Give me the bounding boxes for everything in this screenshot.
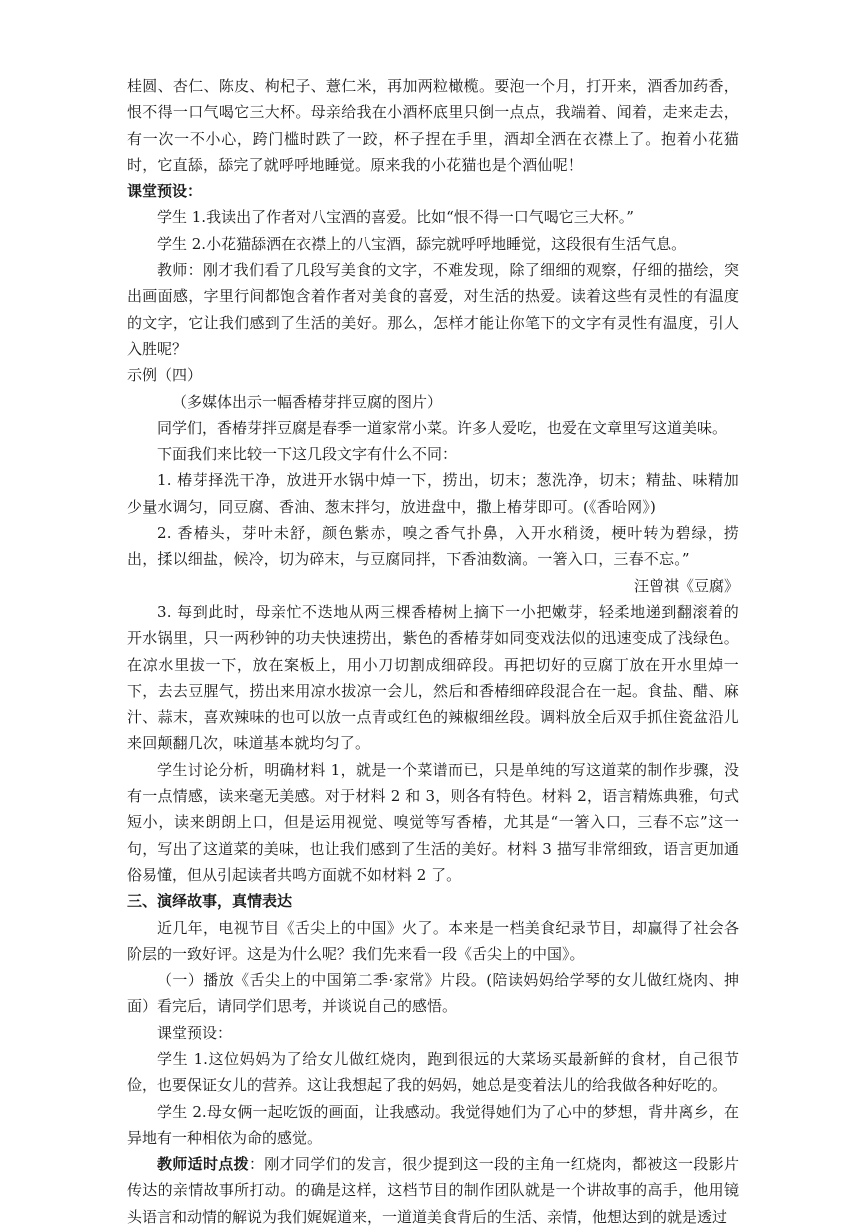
paragraph-student-2b: 学生 2.母女俩一起吃饭的画面，让我感动。我觉得她们为了心中的梦想，背井离乡，在异地有一种相依为命的感觉。 [127, 1102, 739, 1147]
citation-wang-zengqi: 汪曾祺《豆腐》 [633, 576, 739, 595]
paragraph-student-2: 学生 2.小花猫舔洒在衣襟上的八宝酒，舔完就呼呼地睡觉，这段很有生活气息。 [157, 234, 687, 253]
paragraph-intro-toona: 同学们，香椿芽拌豆腐是春季一道家常小菜。许多人爱吃，也爱在文章里写这道美味。 [157, 418, 728, 437]
paragraph-discussion: 学生讨论分析，明确材料 1，就是一个菜谱而已，只是单纯的写这道菜的制作步骤，没有一点情感，读来毫无美感。对于材料 2 和 3，则各有特色。材料 2，语言精炼典雅，句式短小，读来朗朗上口，但是运用视觉、嗅觉等写香椿，尤其是“一箸入口，三春不忘”这一句，写出了这道菜的美味，也让我们感到了生活的美好。材料 3 描写非常细致，语言更加通俗易懂，但从引起读者共鸣方面就不如材料 2 了。 [127, 760, 739, 884]
heading-class-preset-2: 课堂预设： [157, 1023, 233, 1042]
heading-class-preset: 课堂预设： [127, 182, 203, 201]
teacher-guidance-text: ：刚才同学们的发言，很少提到这一段的主角一红烧肉，都被这一段影片传达的亲情故事所打动。的确是这样，这档节目的制作团队就是一个讲故事的高手，他用镜头语言和动情的解说为我们娓娓道来，一道道美食背后的生活、亲情，他想达到的就是透过 [127, 1155, 739, 1226]
paragraph-teacher: 教师：刚才我们看了几段写美食的文字，不难发现，除了细细的观察，仔细的描绘，突出画面感，字里行间都饱含着作者对美食的喜爱，对生活的热爱。读着这些有灵性的有温度的文字，它让我们感到了生活的美好。那么，怎样才能让你笔下的文字有灵性有温度，引人入胜呢？ [127, 261, 739, 358]
paragraph-compare: 下面我们来比较一下这几段文字有什么不同： [157, 445, 458, 464]
paragraph-multimedia-note: （多媒体出示一幅香椿芽拌豆腐的图片） [172, 392, 443, 411]
teacher-guidance-lead: 教师适时点拨 [157, 1155, 249, 1174]
document-body [127, 73, 739, 1230]
paragraph-tv-show: 近几年，电视节目《舌尖上的中国》火了。本来是一档美食纪录节目，却赢得了社会各阶层的一致好评。这是为什么呢？我们先来看一段《舌尖上的中国》。 [127, 918, 739, 963]
heading-example-4: 示例（四） [127, 366, 203, 385]
paragraph-babao-wine: 桂圆、杏仁、陈皮、枸杞子、薏仁米，再加两粒橄榄。要泡一个月，打开来，酒香加药香，恨不得一口气喝它三大杯。母亲给我在小酒杯底里只倒一点点，我端着、闻着，走来走去，有一次一不小心，跨门槛时跌了一跤，杯子捏在手里，酒却全洒在衣襟上了。抱着小花猫时，它直舔，舔完了就呼呼地睡觉。原来我的小花猫也是个酒仙呢！ [127, 77, 739, 174]
heading-section-3: 三、演绎故事，真情表达 [127, 892, 293, 911]
paragraph-teacher-guidance [127, 1151, 739, 1230]
paragraph-student-1: 学生 1.我读出了作者对八宝酒的喜爱。比如“恨不得一口气喝它三大杯。” [157, 208, 634, 227]
paragraph-material-3: 3. 每到此时，母亲忙不迭地从两三棵香椿树上摘下一小把嫩芽，轻柔地递到翻滚着的开水锅里，只一两秒钟的功夫快速捞出，紫色的香椿芽如同变戏法似的迅速变成了浅绿色。在凉水里拔一下，放在案板上，用小刀切割成细碎段。再把切好的豆腐丁放在开水里焯一下，去去豆腥气，捞出来用凉水拔凉一会儿，然后和香椿细碎段混合在一起。食盐、醋、麻汁、蒜末，喜欢辣味的也可以放一点青或红色的辣椒细丝段。调料放全后双手抓住瓷盆沿儿来回颠翻几次，味道基本就均匀了。 [127, 602, 739, 753]
paragraph-material-2: 2. 香椿头，芽叶未舒，颜色紫赤，嗅之香气扑鼻，入开水稍烫，梗叶转为碧绿，捞出，揉以细盐，候冷，切为碎末，与豆腐同拌，下香油数滴。一箸入口，三春不忘。” [127, 524, 739, 569]
paragraph-play-clip: （一）播放《舌尖上的中国第二季·家常》片段。(陪读妈妈给学琴的女儿做红烧肉、抻面）看完后，请同学们思考，并谈说自己的感悟。 [127, 971, 739, 1016]
paragraph-material-1: 1. 椿芽择洗干净，放进开水锅中焯一下，捞出，切末；葱洗净，切末；精盐、味精加少量水调匀，同豆腐、香油、葱末拌匀，放进盘中，撒上椿芽即可。(《香哈网》) [127, 471, 739, 516]
paragraph-student-1b: 学生 1.这位妈妈为了给女儿做红烧肉，跑到很远的大菜场买最新鲜的食材，自己很节俭，也要保证女儿的营养。这让我想起了我的妈妈，她总是变着法儿的给我做各种好吃的。 [127, 1049, 739, 1095]
